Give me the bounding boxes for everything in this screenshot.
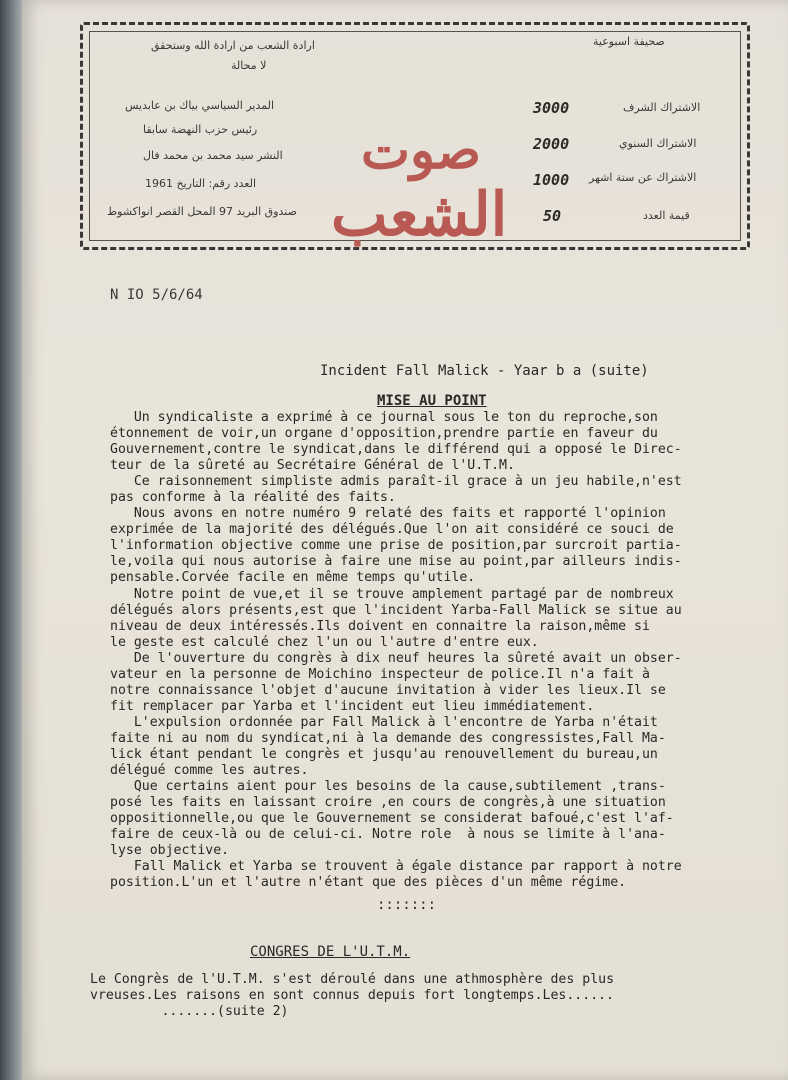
- body-line: position.L'un et l'autre n'étant que des pièces d'un même régime.: [110, 875, 627, 891]
- body-line: délégués alors présents,est que l'incident Yarba-Fall Malick se situe au: [110, 602, 682, 618]
- issue-price-value: 50: [543, 207, 562, 225]
- subscription-annual-value: 2000: [533, 135, 570, 153]
- body-line: Que certains aient pour les besoins de la cause,subtilement ,trans-: [110, 779, 666, 795]
- masthead-title-1: صوت: [361, 120, 481, 181]
- subscription-honor-value: 3000: [533, 99, 570, 117]
- body-line: notre connaissance l'objet d'aucune invitation à vider les lieux.Il se: [110, 682, 666, 698]
- body-line: le geste est calculé chez l'un ou l'autre d'entre eux.: [110, 634, 539, 650]
- article-headline: Incident Fall Malick - Yaar b a (suite): [320, 363, 649, 379]
- body-line: Ce raisonnement simpliste admis paraît-il grace à un jeu habile,n'est: [110, 474, 682, 490]
- body-line: fit remplacer par Yarba et l'incident eut lieu immédiatement.: [110, 698, 595, 714]
- body-line: niveau de deux intéressés.Ils doivent en connaitre la raison,même si: [110, 618, 650, 634]
- newspaper-page: [22, 0, 788, 1080]
- section2-line: .......(suite 2): [90, 1004, 289, 1020]
- masthead-party: رئيس حزب النهضة سابقا: [143, 123, 258, 136]
- section2-body: [90, 972, 780, 1020]
- body-line: lick étant pendant le congrès et jusqu'au renouvellement du bureau,un: [110, 746, 658, 762]
- section-separator: [377, 897, 437, 913]
- subscription-annual-label: الاشتراك السنوي: [619, 137, 697, 150]
- article-body: [110, 410, 770, 891]
- body-line: faite ni au nom du syndicat,ni à la demande des congressistes,Fall Ma-: [110, 730, 666, 746]
- body-line: faire de ceux-là ou de celui-ci. Notre role à nous se limite à l'ana-: [110, 827, 666, 843]
- issue-price-label: قيمة العدد: [643, 209, 690, 222]
- body-line: pas conforme à la réalité des faits.: [110, 490, 396, 506]
- body-line: posé les faits en laissant croire ,en cours de congrès,à une situation: [110, 795, 666, 811]
- section2-line: vreuses.Les raisons en sont connus depuis fort longtemps.Les......: [90, 988, 615, 1004]
- section2-line: Le Congrès de l'U.T.M. s'est déroulé dans une athmosphère des plus: [90, 972, 615, 987]
- masthead-publisher: النشر سيد محمد بن محمد فال: [143, 149, 283, 162]
- masthead-weekly: صحيفة اسبوعية: [593, 35, 665, 48]
- section2-title: CONGRES DE L'U.T.M.: [250, 944, 411, 960]
- body-line: délégué comme les autres.: [110, 763, 309, 779]
- subscription-semester-value: 1000: [533, 171, 570, 189]
- body-line: vateur en la personne de Moichino inspecteur de police.Il n'a fait à: [110, 666, 650, 682]
- body-line: Notre point de vue,et il se trouve amplement partagé par de nombreux: [110, 586, 674, 602]
- masthead-motto-2: لا محالة: [231, 59, 267, 72]
- masthead-frame: [80, 22, 750, 250]
- body-line: Nous avons en notre numéro 9 relaté des faits et rapporté l'opinion: [110, 506, 666, 522]
- body-line: étonnement de voir,un organe d'opposition,prendre partie en faveur du: [110, 426, 658, 442]
- section-title: MISE AU POINT: [377, 393, 487, 409]
- body-line: De l'ouverture du congrès à dix neuf heures la sûreté avait un obser-: [110, 650, 682, 666]
- body-line: Fall Malick et Yarba se trouvent à égale distance par rapport à notre: [110, 859, 682, 875]
- issue-reference: N IO 5/6/64: [110, 287, 203, 303]
- body-line: le,voila qui nous autorise à faire une mise au point,par ailleurs indis-: [110, 554, 682, 570]
- body-line: L'expulsion ordonnée par Fall Malick à l'encontre de Yarba n'était: [110, 714, 658, 730]
- body-line: Gouvernement,contre le syndicat,dans le différend qui a opposé le Direc-: [110, 442, 682, 458]
- subscription-semester-label: الاشتراك عن ستة اشهر: [589, 171, 697, 184]
- masthead-issue-date: العدد رقم: التاريخ 1961: [145, 177, 257, 190]
- body-line: exprimée de la majorité des délégués.Que l'on ait considéré ce souci de: [110, 522, 674, 538]
- masthead-director: المدير السياسي بياك بن عابديس: [125, 99, 275, 112]
- subscription-honor-label: الاشتراك الشرف: [623, 101, 701, 114]
- body-line: lyse objective.: [110, 843, 230, 859]
- masthead-address: صندوق البريد 97 المحل القصر انواكشوط: [107, 205, 297, 218]
- body-line: Un syndicaliste a exprimé à ce journal sous le ton du reproche,son: [110, 410, 658, 425]
- masthead-title-2: الشعب: [331, 180, 508, 250]
- body-line: l'information objective comme une prise de position,par surcroit partia-: [110, 538, 682, 554]
- masthead-motto: ارادة الشعب من ارادة الله وستحقق: [151, 39, 315, 52]
- body-line: pensable.Corvée facile en même temps qu'utile.: [110, 570, 476, 586]
- body-line: oppositionnelle,ou que le Gouvernement se considerat bafoué,c'est l'af-: [110, 811, 674, 827]
- body-line: teur de la sûreté au Secrétaire Général de l'U.T.M.: [110, 458, 515, 474]
- separator-line: :::::::: [377, 897, 437, 913]
